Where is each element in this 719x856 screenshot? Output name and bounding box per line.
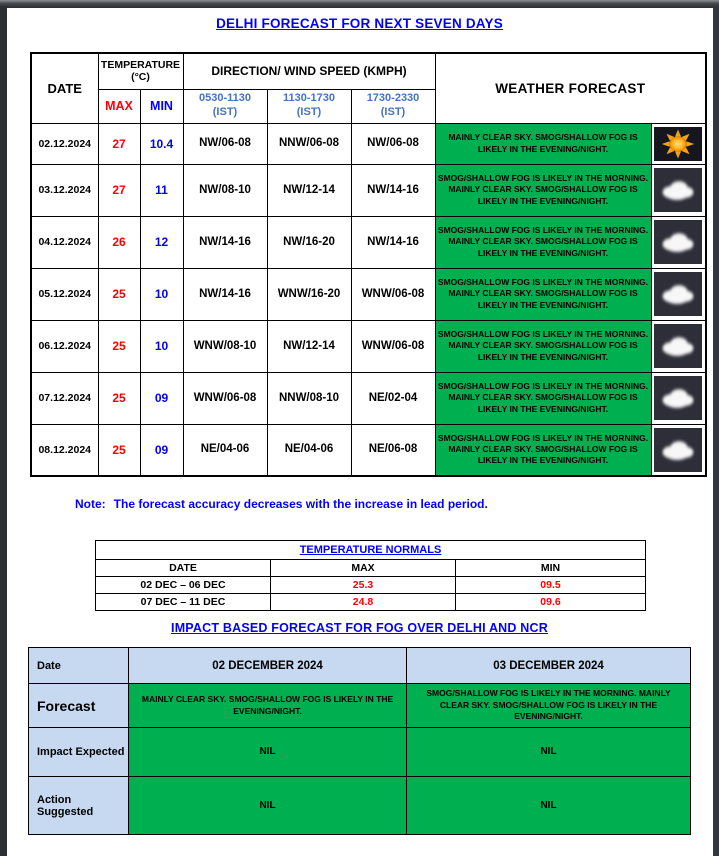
min-temp-cell: 10 — [140, 268, 183, 320]
normals-header-date: DATE — [96, 560, 271, 577]
impact-row-forecast — [29, 684, 691, 728]
impact-forecast-table — [28, 647, 691, 835]
normals-max-cell: 24.8 — [271, 594, 456, 611]
date-cell: 02.12.2024 — [31, 123, 98, 164]
weather-icon-cell — [651, 424, 706, 476]
cloud-icon — [654, 324, 702, 368]
cloud-icon — [654, 272, 702, 316]
impact-date-cell-day-1: 03 DECEMBER 2024 — [407, 648, 691, 684]
viewer-right-edge — [713, 6, 719, 856]
max-temp-cell: 25 — [98, 268, 140, 320]
viewer-top-edge — [0, 0, 719, 8]
min-temp-cell: 09 — [140, 424, 183, 476]
normals-min-cell: 09.5 — [456, 577, 646, 594]
date-cell: 06.12.2024 — [31, 320, 98, 372]
sun-icon — [654, 127, 702, 161]
viewer-left-edge — [0, 6, 7, 856]
weather-icon-cell — [651, 123, 706, 164]
max-temp-cell: 25 — [98, 372, 140, 424]
note-label: Note: — [75, 497, 106, 511]
wind-cell-slot-2: NE/02-04 — [351, 372, 435, 424]
page-title: DELHI FORECAST FOR NEXT SEVEN DAYS — [216, 16, 503, 31]
wind-cell-slot-2: WNW/06-08 — [351, 320, 435, 372]
min-temp-cell: 09 — [140, 372, 183, 424]
impact-forecast-cell-day-0: MAINLY CLEAR SKY. SMOG/SHALLOW FOG IS LIKELY IN THE EVENING/NIGHT. — [129, 684, 407, 728]
wind-cell-slot-2: NE/06-08 — [351, 424, 435, 476]
impact-label-impact-expected: Impact Expected — [29, 728, 129, 777]
weather-forecast-cell: SMOG/SHALLOW FOG IS LIKELY IN THE MORNING. MAINLY CLEAR SKY. SMOG/SHALLOW FOG IS LIKELY IN THE EVENING/NIGHT. — [435, 216, 651, 268]
normals-header-max: MAX — [271, 560, 456, 577]
impact-row-date — [29, 648, 691, 684]
cloud-icon — [654, 220, 702, 264]
forecast-row — [31, 372, 706, 424]
weather-icon-cell — [651, 320, 706, 372]
wind-cell-slot-0: NE/04-06 — [183, 424, 267, 476]
column-header-max: MAX — [98, 89, 140, 123]
column-header-date: DATE — [31, 53, 98, 123]
impact-label-action-suggested: Action Suggested — [29, 777, 129, 835]
column-header-min: MIN — [140, 89, 183, 123]
weather-icon-cell — [651, 216, 706, 268]
forecast-table-body — [31, 123, 706, 476]
weather-icon-cell — [651, 164, 706, 216]
column-header-slot-morning: 0530-1130 (IST) — [183, 89, 267, 123]
normals-header-min: MIN — [456, 560, 646, 577]
date-cell: 07.12.2024 — [31, 372, 98, 424]
cloud-icon — [654, 376, 702, 420]
wind-cell-slot-1: NNW/08-10 — [267, 372, 351, 424]
impact-label-date: Date — [29, 648, 129, 684]
min-temp-cell: 10 — [140, 320, 183, 372]
column-header-weather: WEATHER FORECAST — [435, 53, 706, 123]
max-temp-cell: 25 — [98, 320, 140, 372]
weather-icon-cell — [651, 268, 706, 320]
normals-title: TEMPERATURE NORMALS — [96, 541, 646, 560]
action-suggested-cell-day-0: NIL — [129, 777, 407, 835]
max-temp-cell: 27 — [98, 164, 140, 216]
weather-forecast-cell: MAINLY CLEAR SKY. SMOG/SHALLOW FOG IS LIKELY IN THE EVENING/NIGHT. — [435, 123, 651, 164]
forecast-row — [31, 164, 706, 216]
date-cell: 05.12.2024 — [31, 268, 98, 320]
column-header-slot-afternoon: 1130-1730 (IST) — [267, 89, 351, 123]
impact-date-cell-day-0: 02 DECEMBER 2024 — [129, 648, 407, 684]
weather-forecast-cell: SMOG/SHALLOW FOG IS LIKELY IN THE MORNING. MAINLY CLEAR SKY. SMOG/SHALLOW FOG IS LIKELY IN THE EVENING/NIGHT. — [435, 424, 651, 476]
cloud-icon — [654, 168, 702, 212]
forecast-row — [31, 320, 706, 372]
weather-icon-cell — [651, 372, 706, 424]
cloud-icon — [654, 428, 702, 472]
min-temp-cell: 11 — [140, 164, 183, 216]
impact-row-impact-expected — [29, 728, 691, 777]
date-cell: 08.12.2024 — [31, 424, 98, 476]
impact-expected-cell-day-0: NIL — [129, 728, 407, 777]
weather-forecast-cell: SMOG/SHALLOW FOG IS LIKELY IN THE MORNING. MAINLY CLEAR SKY. SMOG/SHALLOW FOG IS LIKELY IN THE EVENING/NIGHT. — [435, 268, 651, 320]
wind-cell-slot-1: NNW/06-08 — [267, 123, 351, 164]
forecast-row — [31, 424, 706, 476]
wind-cell-slot-1: NW/12-14 — [267, 320, 351, 372]
forecast-note — [75, 497, 488, 511]
max-temp-cell: 25 — [98, 424, 140, 476]
weather-forecast-cell: SMOG/SHALLOW FOG IS LIKELY IN THE MORNING. MAINLY CLEAR SKY. SMOG/SHALLOW FOG IS LIKELY IN THE EVENING/NIGHT. — [435, 372, 651, 424]
note-text: The forecast accuracy decreases with the increase in lead period. — [113, 497, 488, 511]
impact-label-forecast: Forecast — [29, 684, 129, 728]
action-suggested-cell-day-1: NIL — [407, 777, 691, 835]
column-header-temperature: TEMPERATURE (°C) — [98, 53, 183, 89]
normals-table-body — [96, 577, 646, 611]
normals-max-cell: 25.3 — [271, 577, 456, 594]
normals-min-cell: 09.6 — [456, 594, 646, 611]
forecast-table — [30, 52, 707, 477]
temperature-normals-table — [95, 540, 646, 611]
max-temp-cell: 26 — [98, 216, 140, 268]
forecast-row — [31, 123, 706, 164]
wind-cell-slot-1: WNW/16-20 — [267, 268, 351, 320]
wind-cell-slot-0: WNW/08-10 — [183, 320, 267, 372]
column-header-slot-evening: 1730-2330 (IST) — [351, 89, 435, 123]
min-temp-cell: 12 — [140, 216, 183, 268]
wind-cell-slot-2: WNW/06-08 — [351, 268, 435, 320]
normals-row — [96, 594, 646, 611]
date-cell: 04.12.2024 — [31, 216, 98, 268]
wind-cell-slot-2: NW/06-08 — [351, 123, 435, 164]
forecast-row — [31, 268, 706, 320]
wind-cell-slot-0: NW/14-16 — [183, 268, 267, 320]
wind-cell-slot-1: NW/16-20 — [267, 216, 351, 268]
weather-forecast-cell: SMOG/SHALLOW FOG IS LIKELY IN THE MORNING. MAINLY CLEAR SKY. SMOG/SHALLOW FOG IS LIKELY IN THE EVENING/NIGHT. — [435, 164, 651, 216]
normals-date-cell: 07 DEC – 11 DEC — [96, 594, 271, 611]
impact-expected-cell-day-1: NIL — [407, 728, 691, 777]
wind-cell-slot-2: NW/14-16 — [351, 216, 435, 268]
weather-forecast-cell: SMOG/SHALLOW FOG IS LIKELY IN THE MORNING. MAINLY CLEAR SKY. SMOG/SHALLOW FOG IS LIKELY IN THE EVENING/NIGHT. — [435, 320, 651, 372]
wind-cell-slot-1: NW/12-14 — [267, 164, 351, 216]
normals-date-cell: 02 DEC – 06 DEC — [96, 577, 271, 594]
impact-section-title: IMPACT BASED FORECAST FOR FOG OVER DELHI AND NCR — [171, 621, 548, 635]
impact-row-action-suggested — [29, 777, 691, 835]
wind-cell-slot-2: NW/14-16 — [351, 164, 435, 216]
forecast-row — [31, 216, 706, 268]
column-header-wind: DIRECTION/ WIND SPEED (KMPH) — [183, 53, 435, 89]
wind-cell-slot-0: NW/06-08 — [183, 123, 267, 164]
wind-cell-slot-0: WNW/06-08 — [183, 372, 267, 424]
wind-cell-slot-0: NW/14-16 — [183, 216, 267, 268]
date-cell: 03.12.2024 — [31, 164, 98, 216]
impact-forecast-cell-day-1: SMOG/SHALLOW FOG IS LIKELY IN THE MORNING. MAINLY CLEAR SKY. SMOG/SHALLOW FOG IS LIKELY IN THE EVENING/NIGHT. — [407, 684, 691, 728]
max-temp-cell: 27 — [98, 123, 140, 164]
normals-row — [96, 577, 646, 594]
wind-cell-slot-0: NW/08-10 — [183, 164, 267, 216]
wind-cell-slot-1: NE/04-06 — [267, 424, 351, 476]
min-temp-cell: 10.4 — [140, 123, 183, 164]
